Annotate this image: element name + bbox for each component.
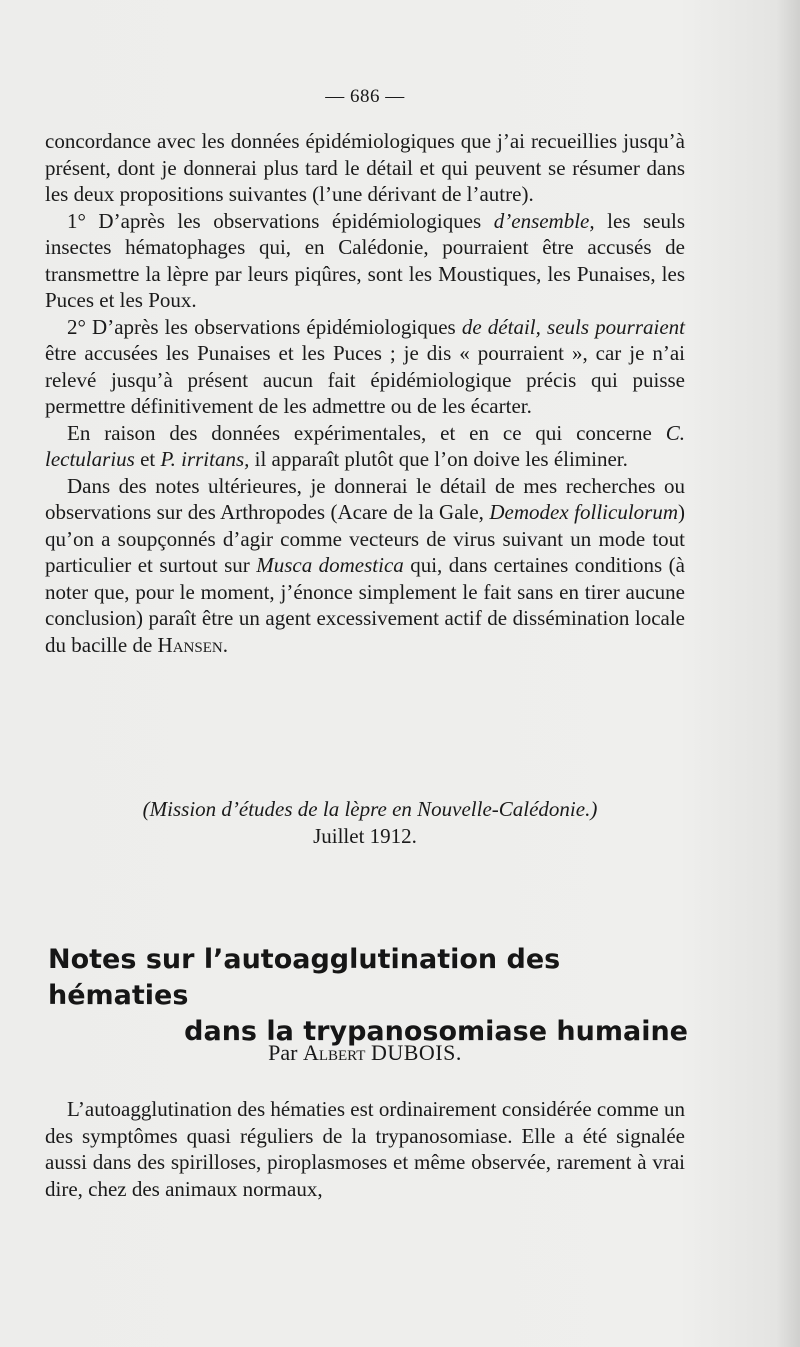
- author-first-name: Albert: [302, 1040, 366, 1065]
- paragraph-intro: L’autoagglutination des hématies est ordinairement considérée comme un des symptômes quasi réguliers de la trypanosomiase. Elle a été signalée aussi dans des spirilloses, piroplasmoses et même observée, rarement à vrai dire, chez des animaux normaux,: [45, 1097, 685, 1201]
- author-last-name: DUBOIS.: [370, 1040, 462, 1065]
- paragraph-experimental: En raison des données expérimentales, et en ce qui concerne C. lectularius et P. irritans, il apparaît plutôt que l’on doive les éliminer.: [45, 420, 685, 471]
- paragraph-point-2: 2° D’après les observations épidémiologiques de détail, seuls pourraient être accusées les Punaises et les Puces ; je dis « pourraient », car je n’ai relevé jusqu’à présent aucun fait épidémiologique précis qui puisse permettre définitivement de les admettre ou de les écarter.: [45, 314, 685, 418]
- continued-text: [45, 128, 685, 658]
- paragraph-concordance: concordance avec les données épidémiologiques que j’ai recueillies jusqu’à présent, dont je donnerai plus tard le détail et qui peuvent se résumer dans les deux propositions suivantes (l’une dérivant de l’autre).: [45, 129, 685, 206]
- article-title-line-2: dans la trypanosomiase humaine: [184, 1016, 688, 1047]
- author-reference-hansen: Hansen: [157, 632, 223, 657]
- article-title-line-1: Notes sur l’autoagglutination des hématies: [48, 944, 561, 1011]
- page-number: — 686 —: [325, 86, 405, 107]
- signoff: [45, 796, 685, 850]
- mission-line: (Mission d’études de la lèpre en Nouvelle-Calédonie.): [142, 797, 598, 821]
- byline: Par Albert DUBOIS.: [268, 1040, 462, 1065]
- paragraph-future-notes: Dans des notes ultérieures, je donnerai le détail de mes recherches ou observations sur des Arthropodes (Acare de la Gale, Demodex folliculorum) qu’on a soupçonnés d’agir comme vecteurs de virus suivant un mode tout particulier et surtout sur Musca domestica qui, dans certaines conditions (à noter que, pour le moment, j’énonce simplement le fait sans en tirer aucune conclusion) paraît être un agent excessivement actif de dissémination locale du bacille de Hansen.: [45, 473, 685, 657]
- article-body: [45, 1096, 685, 1202]
- paragraph-point-1: 1° D’après les observations épidémiologiques d’ensemble, les seuls insectes hématophages qui, en Calédonie, pourraient être accusés de transmettre la lèpre par leurs piqûres, sont les Moustiques, les Punaises, les Puces et les Poux.: [45, 208, 686, 312]
- date-line: Juillet 1912.: [313, 824, 417, 848]
- article-title: [48, 942, 688, 1050]
